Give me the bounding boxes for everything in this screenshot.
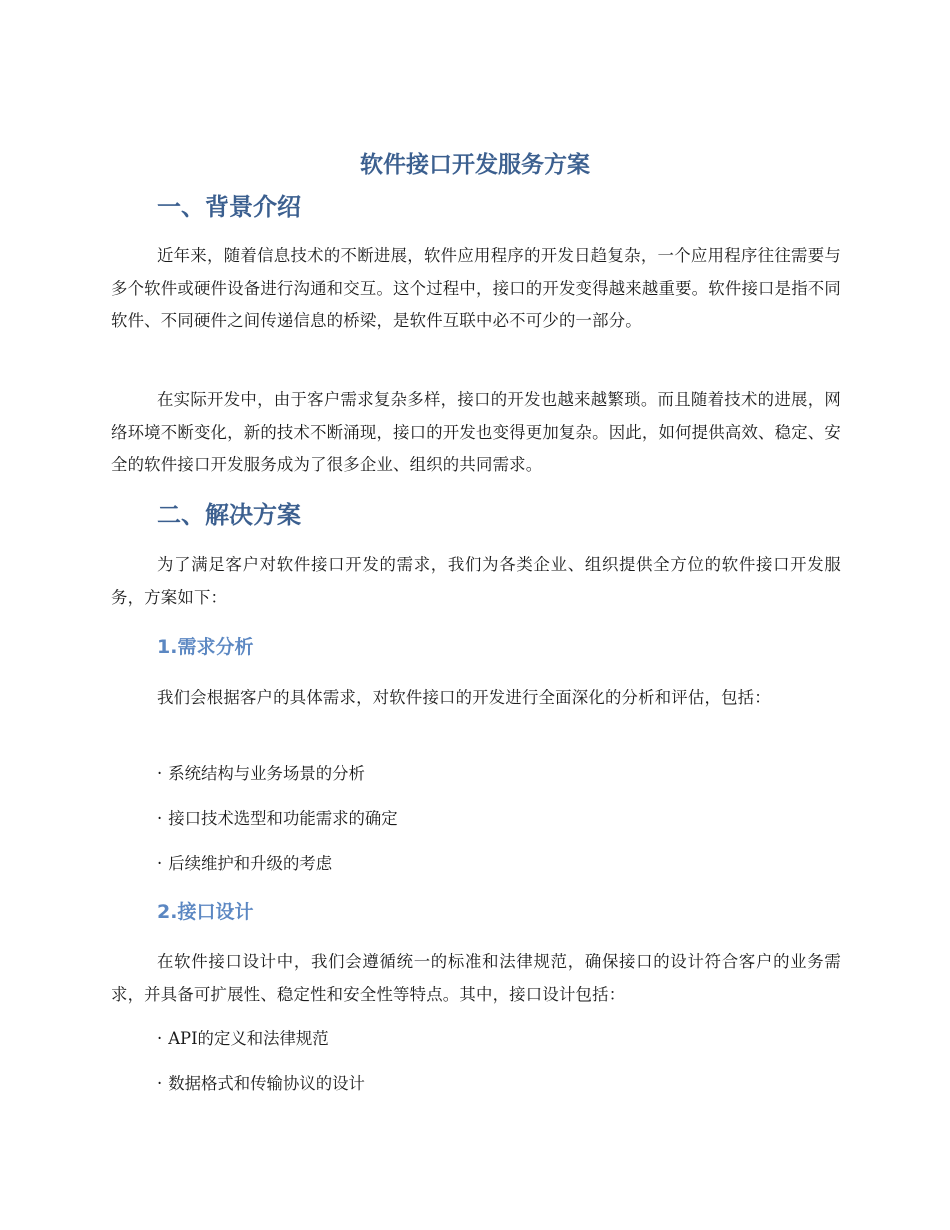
background-paragraph-1: 近年来，随着信息技术的不断进展，软件应用程序的开发日趋复杂，一个应用程序往往需要与多个软件或硬件设备进行沟通和交互。这个过程中，接口的开发变得越来越重要。软件接口是指不同软件、不同硬件之间传递信息的桥梁，是软件互联中必不可少的一部分。: [111, 246, 841, 331]
background-paragraph-2: 在实际开发中，由于客户需求复杂多样，接口的开发也越来越繁琐。而且随着技术的进展，网络环境不断变化，新的技术不断涌现，接口的开发也变得更加复杂。因此，如何提供高效、稳定、安全的软件接口开发服务成为了很多企业、组织的共同需求。: [111, 390, 841, 475]
document-title: 软件接口开发服务方案: [360, 152, 590, 178]
list-item: [157, 849, 332, 879]
bullet-icon: ·: [157, 809, 163, 828]
section-heading-solution: 二、解决方案: [157, 501, 301, 529]
requirements-paragraph: 我们会根据客户的具体需求，对软件接口的开发进行全面深化的分析和评估，包括：: [157, 688, 771, 707]
bullet-icon: ·: [157, 1029, 163, 1048]
list-item-text: 系统结构与业务场景的分析: [168, 764, 365, 783]
list-item-text: API的定义和法律规范: [168, 1029, 329, 1048]
list-item: [157, 759, 365, 789]
list-item: [157, 804, 398, 834]
list-item-text: 接口技术选型和功能需求的确定: [168, 809, 398, 828]
subsection-heading-requirements: 1.需求分析: [157, 636, 254, 658]
solution-intro-paragraph: 为了满足客户对软件接口开发的需求，我们为各类企业、组织提供全方位的软件接口开发服务，方案如下：: [111, 555, 841, 607]
bullet-icon: ·: [157, 764, 163, 783]
subsection-heading-interface-design: 2.接口设计: [157, 901, 254, 923]
bullet-icon: ·: [157, 1074, 163, 1093]
interface-design-paragraph: 在软件接口设计中，我们会遵循统一的标准和法律规范，确保接口的设计符合客户的业务需求，并具备可扩展性、稳定性和安全性等特点。其中，接口设计包括：: [111, 952, 841, 1004]
list-item: [157, 1069, 365, 1099]
list-item-text: 数据格式和传输协议的设计: [168, 1074, 365, 1093]
list-item: [157, 1024, 329, 1054]
list-item-text: 后续维护和升级的考虑: [168, 854, 333, 873]
bullet-icon: ·: [157, 854, 163, 873]
section-heading-background: 一、背景介绍: [157, 193, 301, 221]
